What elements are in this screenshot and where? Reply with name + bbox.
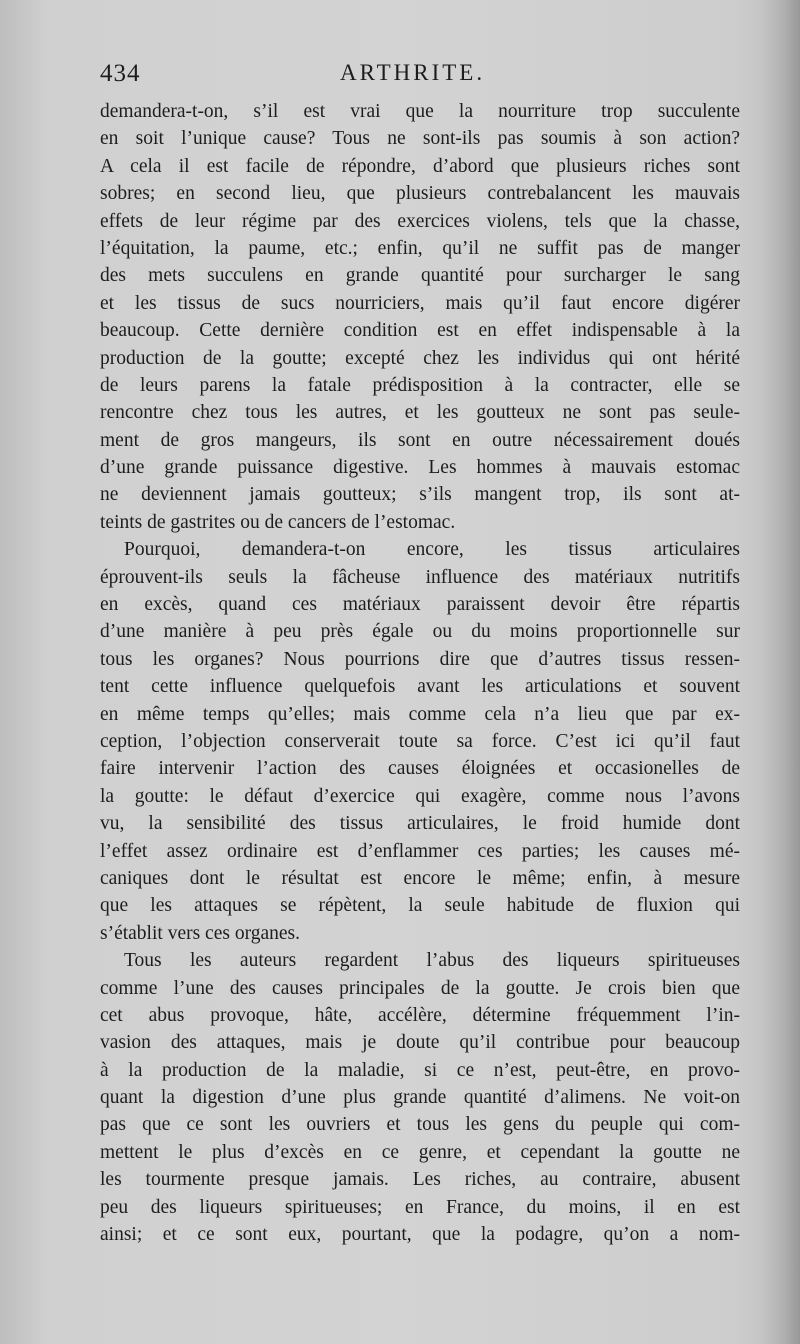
text-line: de leurs parens la fatale prédisposition à la contracter, elle se xyxy=(100,374,740,396)
text-line: en soit l’unique cause? Tous ne sont-ils pas soumis à son action? xyxy=(100,128,740,150)
paragraph-start-line: Pourquoi, demandera-t-on encore, les tissus articulaires xyxy=(124,539,740,561)
text-line: à la production de la maladie, si ce n’est, peut-être, en provo- xyxy=(100,1059,740,1081)
text-line: tent cette influence quelquefois avant les articulations et souvent xyxy=(100,676,740,698)
text-line: des mets succulens en grande quantité pour surcharger le sang xyxy=(100,265,740,287)
text-line: cet abus provoque, hâte, accélère, détermine fréquemment l’in- xyxy=(100,1004,740,1026)
text-line: teints de gastrites ou de cancers de l’estomac. xyxy=(100,511,456,533)
text-line: d’une grande puissance digestive. Les hommes à mauvais estomac xyxy=(100,457,740,479)
text-line: A cela il est facile de répondre, d’abord que plusieurs riches sont xyxy=(100,155,740,177)
text-line: rencontre chez tous les autres, et les goutteux ne sont pas seule- xyxy=(100,402,740,424)
text-line: éprouvent-ils seuls la fâcheuse influence des matériaux nutritifs xyxy=(100,566,740,588)
text-line: que les attaques se répètent, la seule habitude de fluxion qui xyxy=(100,895,740,917)
text-line: s’établit vers ces organes. xyxy=(100,922,300,944)
text-line: comme l’une des causes principales de la goutte. Je crois bien que xyxy=(100,977,740,999)
page-edge-shadow xyxy=(762,0,800,1344)
text-line: la goutte: le défaut d’exercice qui exagère, comme nous l’avons xyxy=(100,785,740,807)
text-line: en même temps qu’elles; mais comme cela n’a lieu que par ex- xyxy=(100,703,740,725)
text-line: d’une manière à peu près égale ou du moins proportionnelle sur xyxy=(100,621,740,643)
text-line: tous les organes? Nous pourrions dire que d’autres tissus ressen- xyxy=(100,648,740,670)
text-line: vu, la sensibilité des tissus articulaires, le froid humide dont xyxy=(100,813,740,835)
paragraph-start-line: Tous les auteurs regardent l’abus des liqueurs spiritueuses xyxy=(124,950,740,972)
text-line: pas que ce sont les ouvriers et tous les gens du peuple qui com- xyxy=(100,1114,740,1136)
text-line: sobres; en second lieu, que plusieurs contrebalancent les mauvais xyxy=(100,183,740,205)
text-line: en excès, quand ces matériaux paraissent devoir être répartis xyxy=(100,594,740,616)
text-line: ception, l’objection conserverait toute sa force. C’est ici qu’il faut xyxy=(100,730,740,752)
text-line: l’équitation, la paume, etc.; enfin, qu’il ne suffit pas de manger xyxy=(100,237,740,259)
text-line: peu des liqueurs spiritueuses; en France, du moins, il en est xyxy=(100,1196,740,1218)
text-line: production de la goutte; excepté chez les individus qui ont hérité xyxy=(100,347,740,369)
text-line: vasion des attaques, mais je doute qu’il contribue pour beaucoup xyxy=(100,1032,740,1054)
text-line: beaucoup. Cette dernière condition est en effet indispensable à la xyxy=(100,320,740,342)
text-line: caniques dont le résultat est encore le même; enfin, à mesure xyxy=(100,867,740,889)
page-number: 434 xyxy=(100,60,141,87)
page-header xyxy=(100,60,740,94)
text-line: quant la digestion d’une plus grande quantité d’alimens. Ne voit-on xyxy=(100,1087,740,1109)
text-line: ment de gros mangeurs, ils sont en outre nécessairement doués xyxy=(100,429,740,451)
text-line: demandera-t-on, s’il est vrai que la nourriture trop succulente xyxy=(100,101,740,122)
text-line: l’effet assez ordinaire est d’enflammer ces parties; les causes mé- xyxy=(100,840,740,862)
text-line: ainsi; et ce sont eux, pourtant, que la podagre, qu’on a nom- xyxy=(100,1224,740,1246)
text-line: ne deviennent jamais goutteux; s’ils mangent trop, ils sont at- xyxy=(100,484,740,506)
text-line: et les tissus de sucs nourriciers, mais qu’il faut encore digérer xyxy=(100,292,740,314)
text-line: faire intervenir l’action des causes éloignées et occasionelles de xyxy=(100,758,740,780)
running-title: ARTHRITE. xyxy=(340,60,486,85)
body-text xyxy=(100,98,740,1248)
text-line: les tourmente presque jamais. Les riches, au contraire, abusent xyxy=(100,1169,740,1191)
text-line: mettent le plus d’excès en ce genre, et cependant la goutte ne xyxy=(100,1141,740,1163)
text-line: effets de leur régime par des exercices violens, tels que la chasse, xyxy=(100,210,740,232)
